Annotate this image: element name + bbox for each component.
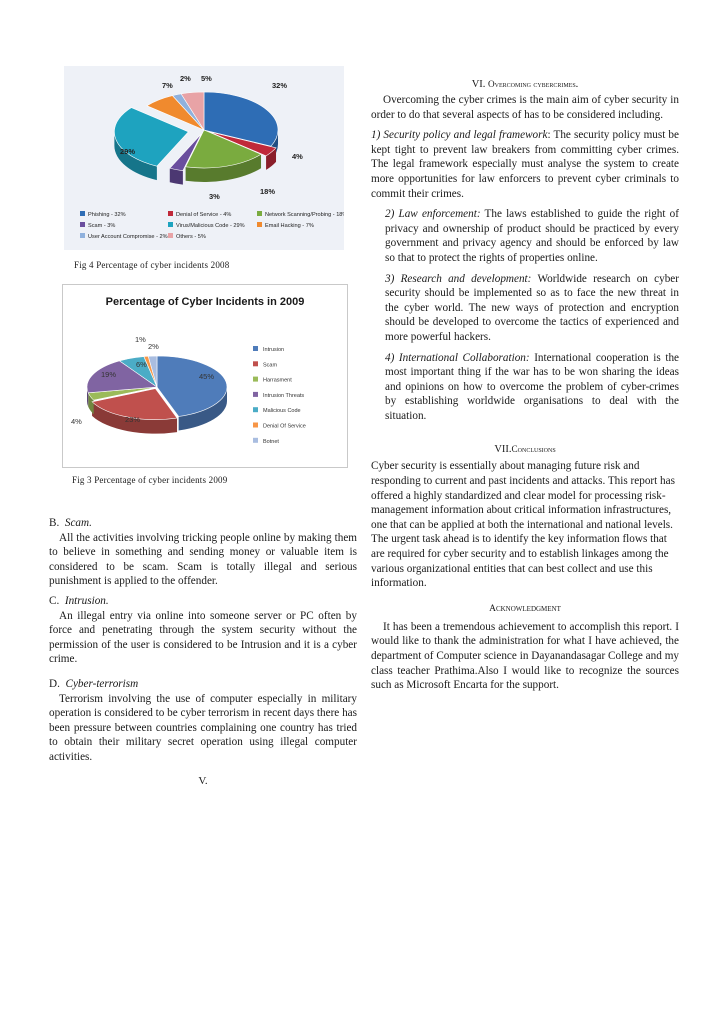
fig3-legend-label: Intrusion Threats	[263, 392, 305, 399]
fig4-legend-label: User Account Compromise - 2%	[88, 234, 168, 240]
fig4-legend-swatch	[80, 233, 85, 238]
pie-slice-side	[170, 168, 183, 184]
fig3-legend-swatch	[253, 407, 258, 412]
fig3-legend-label: Harrasment	[263, 377, 292, 384]
fig4-legend-label: Phishing - 32%	[88, 212, 126, 218]
fig4-legend-swatch	[168, 233, 173, 238]
fig3-caption: Fig 3 Percentage of cyber incidents 2009	[72, 475, 228, 485]
fig3-legend-swatch	[253, 423, 258, 428]
policy-item-4: 4) International Collaboration: International cooperation is the most important thing if the war has to be won sharing the ideas and opinions on how to overcome the problem of cyber-crimes by establishing worldwide organisations to deal with the situation.	[385, 351, 680, 422]
fig3-pie-chart	[63, 285, 347, 467]
section-b	[49, 516, 357, 589]
fig4-legend-swatch	[168, 211, 173, 216]
fig3-legend-swatch	[253, 361, 258, 366]
fig3-slice-label: 4%	[71, 417, 82, 426]
fig4-legend-label: Scam - 3%	[88, 223, 116, 229]
section-d	[49, 677, 357, 765]
fig4-chart	[64, 66, 344, 250]
fig3-legend-label: Denial Of Service	[263, 423, 306, 430]
fig4-legend-swatch	[168, 222, 173, 227]
fig4-legend-label: Network Scanning/Probing - 18%	[265, 212, 344, 218]
section-c-body: An illegal entry via online into someone server or PC often by force and penetrating through the system security without the permission of the user is considered to be Intrusion and it is a cyber crime.	[49, 609, 357, 666]
fig4-slice-label: 32%	[272, 81, 288, 90]
section-vii-body: Cyber security is essentially about managing future risk and responding to current and past incidents and attacks. This report has offered a highly standardized and clear model for processing risk-management information about critical information infrastructures, one that can be applied at both the international and national levels. The urgent task ahead is to identify the key information flows that are required for cyber security and to establish linkages among the various organizational entities that can best collect and use this information.	[371, 460, 675, 590]
left-column	[49, 516, 357, 787]
section-b-heading: B. Scam.	[49, 517, 92, 529]
section-vii-heading: VII.Conclusions	[494, 444, 556, 456]
section-vi-heading: VI. Overcoming cybercrimes.	[471, 79, 579, 90]
fig4-legend-label: Email Hacking - 7%	[265, 223, 314, 229]
fig4-slice-label: 7%	[162, 81, 173, 90]
fig3-legend-swatch	[253, 438, 258, 443]
section-d-heading: D. Cyber-terrorism	[49, 677, 139, 690]
fig4-legend-swatch	[80, 222, 85, 227]
fig4-legend-label: Virus/Malicious Code - 29%	[176, 223, 245, 229]
acknowledgment-heading: Acknowledgment	[489, 603, 561, 614]
fig3-legend-label: Scam	[263, 362, 278, 369]
fig3-legend-swatch	[253, 392, 258, 397]
fig3-legend-swatch	[253, 377, 258, 382]
fig3-legend-label: Intrusion	[263, 347, 285, 353]
fig4-legend-label: Others - 5%	[176, 234, 206, 240]
section-c	[49, 594, 357, 667]
fig4-slice-label: 4%	[292, 152, 303, 161]
fig4-legend-label: Denial of Service - 4%	[176, 212, 232, 218]
fig3-chart-title: Percentage of Cyber Incidents in 2009	[105, 296, 305, 308]
fig3-slice-label: 6%	[136, 360, 147, 369]
section-vi-intro: Overcoming the cyber crimes is the main aim of cyber security in order to do that several aspects of has to be considered including.	[371, 94, 679, 121]
fig4-slice-label: 18%	[260, 187, 276, 196]
fig4-legend-swatch	[80, 211, 85, 216]
section-b-body: All the activities involving tricking people online by making them to believe in something and sending money or valuable item is considered to be scam. Scam is totally illegal and serious punishment is applied to the offender.	[49, 531, 357, 588]
fig4-slice-label: 3%	[209, 192, 220, 201]
fig4-legend-swatch	[257, 222, 262, 227]
fig3-chart	[62, 284, 348, 468]
fig4-caption: Fig 4 Percentage of cyber incidents 2008	[74, 260, 230, 270]
fig4-slice-label: 2%	[180, 74, 191, 83]
fig3-slice-label: 45%	[199, 372, 215, 381]
policy-item-2: 2) Law enforcement: The laws established to guide the right of privacy and ownership of product should be practiced by every government and privacy agency and should be enforced by law so that to protect the rights of properties online.	[385, 208, 679, 264]
fig3-legend-swatch	[253, 346, 258, 351]
policy-item-3: 3) Research and development: Worldwide research on cyber security should be implemented so as to face the new threat in the cyber world. The new ways of protection and encryption should be developed to overcome the tactics of experienced and more powerful hackers.	[385, 272, 679, 343]
fig4-slice-label: 5%	[201, 74, 212, 83]
fig3-legend-label: Botnet	[263, 438, 279, 445]
right-column	[371, 78, 679, 693]
section-v-heading: V.	[198, 774, 208, 787]
fig3-slice-label: 23%	[125, 415, 141, 424]
policy-item-1: 1) Security policy and legal framework: The security policy must be kept tight to prevent law breakers from committing cyber crimes. The legal framework especially must analyse the system to create more opportunities for law enforcers to prevent cyber criminals to commit their crimes.	[371, 129, 679, 200]
fig3-slice-label: 19%	[101, 370, 117, 379]
fig4-pie-chart	[64, 66, 344, 250]
acknowledgment-body: It has been a tremendous achievement to accomplish this report. I would like to thank the administration for what I have achieved, the department of Computer science in Dayanandasagar College and my class teacher Prathima.Also I would like to recognize the sources such as Microsoft Encarta for the support.	[371, 620, 679, 692]
fig3-legend-label: Malicious Code	[263, 408, 301, 415]
fig4-slice-label: 29%	[120, 147, 136, 156]
section-c-heading: C. Intrusion.	[49, 594, 109, 607]
fig3-slice-label: 1%	[135, 335, 146, 344]
fig3-slice-label: 2%	[148, 342, 159, 351]
fig4-legend-swatch	[257, 211, 262, 216]
section-d-body: Terrorism involving the use of computer especially in military operation is considered to be cyber terrorism in recent days there has been pressure between countries complaining one country has tried to obtain their military secret operation using illegal computer activities.	[49, 692, 357, 763]
